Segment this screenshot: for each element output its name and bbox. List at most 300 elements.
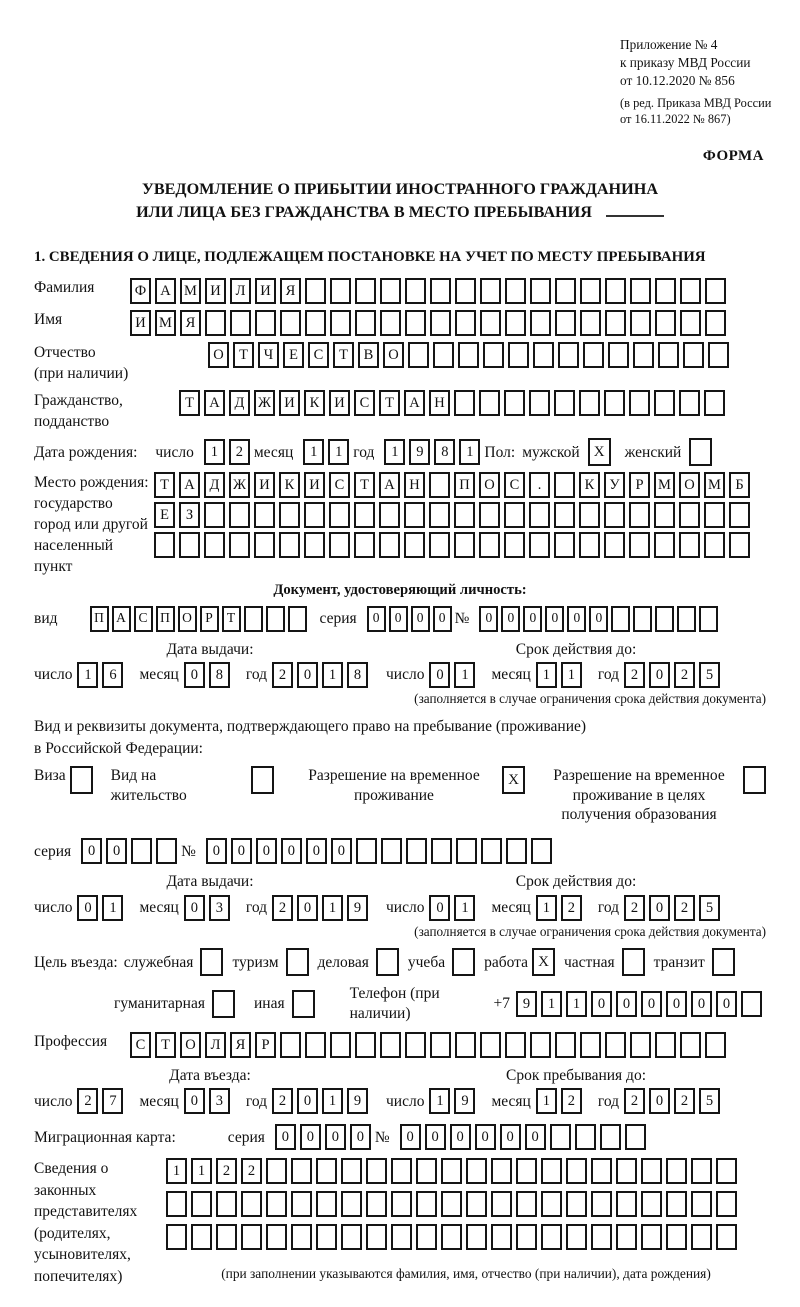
char-box[interactable]: 2 [229, 439, 250, 465]
char-box[interactable] [455, 310, 476, 336]
char-box[interactable] [291, 1224, 312, 1250]
char-box[interactable]: Р [629, 472, 650, 498]
char-box[interactable]: А [379, 472, 400, 498]
char-box[interactable] [655, 606, 674, 632]
char-box[interactable] [204, 532, 225, 558]
char-box[interactable]: 1 [536, 662, 557, 688]
char-box[interactable]: 2 [674, 1088, 695, 1114]
char-box[interactable] [708, 342, 729, 368]
char-box[interactable] [316, 1158, 337, 1184]
char-box[interactable]: 0 [589, 606, 608, 632]
char-box[interactable] [629, 502, 650, 528]
char-box[interactable]: 2 [272, 895, 293, 921]
char-box[interactable] [729, 532, 750, 558]
char-box[interactable] [705, 310, 726, 336]
char-box[interactable] [591, 1191, 612, 1217]
char-box[interactable] [516, 1191, 537, 1217]
char-box[interactable]: 2 [561, 895, 582, 921]
char-box[interactable]: Т [233, 342, 254, 368]
char-box[interactable] [280, 310, 301, 336]
char-box[interactable]: Ч [258, 342, 279, 368]
char-box[interactable]: Н [404, 472, 425, 498]
char-box[interactable]: 1 [566, 991, 587, 1017]
char-box[interactable]: 2 [561, 1088, 582, 1114]
char-box[interactable]: П [454, 472, 475, 498]
char-box[interactable]: 1 [322, 895, 343, 921]
char-box[interactable]: 0 [641, 991, 662, 1017]
char-box[interactable] [741, 991, 762, 1017]
char-box[interactable]: И [254, 472, 275, 498]
char-box[interactable]: К [579, 472, 600, 498]
char-box[interactable] [608, 342, 629, 368]
char-box[interactable] [691, 1224, 712, 1250]
char-box[interactable]: 0 [411, 606, 430, 632]
char-box[interactable]: 9 [409, 439, 430, 465]
char-box[interactable] [579, 532, 600, 558]
char-box[interactable] [156, 838, 177, 864]
purpose-private-checkbox[interactable] [622, 948, 645, 976]
char-box[interactable] [305, 310, 326, 336]
char-box[interactable] [354, 502, 375, 528]
char-box[interactable] [479, 390, 500, 416]
char-box[interactable] [666, 1158, 687, 1184]
char-box[interactable]: 1 [303, 439, 324, 465]
char-box[interactable]: 0 [591, 991, 612, 1017]
char-box[interactable]: 1 [204, 439, 225, 465]
char-box[interactable] [530, 1032, 551, 1058]
char-box[interactable]: 1 [102, 895, 123, 921]
char-box[interactable] [279, 532, 300, 558]
char-box[interactable]: 0 [425, 1124, 446, 1150]
char-box[interactable] [404, 532, 425, 558]
char-box[interactable] [204, 502, 225, 528]
char-box[interactable]: 0 [81, 838, 102, 864]
char-box[interactable] [406, 838, 427, 864]
char-box[interactable] [504, 532, 525, 558]
char-box[interactable] [316, 1224, 337, 1250]
char-box[interactable]: 2 [674, 895, 695, 921]
char-box[interactable] [483, 342, 504, 368]
char-box[interactable]: И [329, 390, 350, 416]
char-box[interactable]: 0 [389, 606, 408, 632]
char-box[interactable] [330, 310, 351, 336]
char-box[interactable] [679, 502, 700, 528]
char-box[interactable] [633, 342, 654, 368]
char-box[interactable] [456, 838, 477, 864]
char-box[interactable] [566, 1191, 587, 1217]
char-box[interactable] [705, 1032, 726, 1058]
char-box[interactable]: 0 [691, 991, 712, 1017]
char-box[interactable] [554, 532, 575, 558]
char-box[interactable]: И [205, 278, 226, 304]
char-box[interactable] [529, 390, 550, 416]
char-box[interactable]: 9 [454, 1088, 475, 1114]
char-box[interactable]: 0 [433, 606, 452, 632]
char-box[interactable] [405, 310, 426, 336]
char-box[interactable]: 2 [216, 1158, 237, 1184]
char-box[interactable] [481, 838, 502, 864]
char-box[interactable] [554, 502, 575, 528]
char-box[interactable]: Е [283, 342, 304, 368]
char-box[interactable]: О [679, 472, 700, 498]
char-box[interactable] [616, 1158, 637, 1184]
char-box[interactable] [641, 1158, 662, 1184]
char-box[interactable]: Д [204, 472, 225, 498]
char-box[interactable]: 6 [102, 662, 123, 688]
char-box[interactable] [591, 1224, 612, 1250]
char-box[interactable] [505, 1032, 526, 1058]
char-box[interactable] [680, 310, 701, 336]
char-box[interactable] [179, 532, 200, 558]
char-box[interactable]: 0 [106, 838, 127, 864]
char-box[interactable] [531, 838, 552, 864]
char-box[interactable] [255, 310, 276, 336]
char-box[interactable]: 1 [191, 1158, 212, 1184]
char-box[interactable] [329, 532, 350, 558]
char-box[interactable] [666, 1224, 687, 1250]
char-box[interactable]: Р [200, 606, 219, 632]
char-box[interactable]: О [180, 1032, 201, 1058]
char-box[interactable]: Т [222, 606, 241, 632]
char-box[interactable] [579, 502, 600, 528]
char-box[interactable] [516, 1158, 537, 1184]
char-box[interactable] [241, 1224, 262, 1250]
char-box[interactable] [654, 502, 675, 528]
char-box[interactable] [244, 606, 263, 632]
char-box[interactable]: 1 [166, 1158, 187, 1184]
char-box[interactable]: 0 [184, 1088, 205, 1114]
char-box[interactable] [580, 1032, 601, 1058]
char-box[interactable] [625, 1124, 646, 1150]
char-box[interactable] [433, 342, 454, 368]
char-box[interactable] [305, 1032, 326, 1058]
char-box[interactable]: 0 [545, 606, 564, 632]
char-box[interactable] [454, 532, 475, 558]
char-box[interactable]: О [208, 342, 229, 368]
char-box[interactable]: Л [205, 1032, 226, 1058]
char-box[interactable]: 0 [525, 1124, 546, 1150]
char-box[interactable] [288, 606, 307, 632]
purpose-work-checkbox[interactable]: X [532, 948, 555, 976]
char-box[interactable] [404, 502, 425, 528]
char-box[interactable]: 0 [367, 606, 386, 632]
char-box[interactable] [291, 1191, 312, 1217]
char-box[interactable]: 0 [616, 991, 637, 1017]
char-box[interactable]: С [308, 342, 329, 368]
char-box[interactable]: 0 [184, 895, 205, 921]
purpose-humanitarian-checkbox[interactable] [212, 990, 235, 1018]
char-box[interactable]: 0 [479, 606, 498, 632]
char-box[interactable] [280, 1032, 301, 1058]
char-box[interactable]: Ф [130, 278, 151, 304]
char-box[interactable] [366, 1224, 387, 1250]
char-box[interactable] [330, 1032, 351, 1058]
char-box[interactable]: 5 [699, 895, 720, 921]
char-box[interactable]: 0 [649, 895, 670, 921]
char-box[interactable]: Е [154, 502, 175, 528]
char-box[interactable]: К [304, 390, 325, 416]
char-box[interactable]: М [180, 278, 201, 304]
char-box[interactable] [391, 1191, 412, 1217]
char-box[interactable] [266, 606, 285, 632]
char-box[interactable] [705, 278, 726, 304]
char-box[interactable] [566, 1224, 587, 1250]
char-box[interactable] [229, 532, 250, 558]
temp-residence-checkbox[interactable]: X [502, 766, 525, 794]
char-box[interactable] [729, 502, 750, 528]
char-box[interactable] [604, 532, 625, 558]
char-box[interactable] [555, 278, 576, 304]
char-box[interactable]: 8 [434, 439, 455, 465]
char-box[interactable]: С [134, 606, 153, 632]
char-box[interactable] [629, 532, 650, 558]
char-box[interactable]: Я [280, 278, 301, 304]
char-box[interactable] [554, 390, 575, 416]
char-box[interactable] [391, 1158, 412, 1184]
char-box[interactable]: 0 [331, 838, 352, 864]
char-box[interactable] [391, 1224, 412, 1250]
char-box[interactable]: А [404, 390, 425, 416]
char-box[interactable] [230, 310, 251, 336]
char-box[interactable] [516, 1224, 537, 1250]
char-box[interactable] [291, 1158, 312, 1184]
char-box[interactable]: 0 [475, 1124, 496, 1150]
char-box[interactable]: 0 [184, 662, 205, 688]
char-box[interactable] [266, 1158, 287, 1184]
char-box[interactable] [554, 472, 575, 498]
char-box[interactable] [455, 278, 476, 304]
char-box[interactable]: С [130, 1032, 151, 1058]
char-box[interactable] [575, 1124, 596, 1150]
char-box[interactable]: 1 [328, 439, 349, 465]
char-box[interactable] [630, 310, 651, 336]
char-box[interactable]: 0 [256, 838, 277, 864]
char-box[interactable] [555, 1032, 576, 1058]
char-box[interactable] [566, 1158, 587, 1184]
purpose-business-checkbox[interactable] [376, 948, 399, 976]
char-box[interactable] [354, 532, 375, 558]
char-box[interactable] [604, 390, 625, 416]
char-box[interactable] [380, 1032, 401, 1058]
char-box[interactable]: М [654, 472, 675, 498]
char-box[interactable]: 9 [347, 1088, 368, 1114]
residence-permit-checkbox[interactable] [251, 766, 274, 794]
char-box[interactable]: 0 [206, 838, 227, 864]
char-box[interactable] [454, 390, 475, 416]
char-box[interactable]: П [156, 606, 175, 632]
char-box[interactable] [530, 310, 551, 336]
char-box[interactable]: 0 [297, 895, 318, 921]
char-box[interactable]: 1 [322, 662, 343, 688]
char-box[interactable]: 0 [429, 895, 450, 921]
char-box[interactable] [454, 502, 475, 528]
char-box[interactable] [479, 502, 500, 528]
char-box[interactable] [191, 1191, 212, 1217]
char-box[interactable] [616, 1224, 637, 1250]
char-box[interactable]: 2 [272, 662, 293, 688]
char-box[interactable]: 1 [77, 662, 98, 688]
char-box[interactable] [329, 502, 350, 528]
sex-male-checkbox[interactable]: X [588, 438, 611, 466]
char-box[interactable] [480, 310, 501, 336]
char-box[interactable] [504, 502, 525, 528]
char-box[interactable]: Т [179, 390, 200, 416]
char-box[interactable]: З [179, 502, 200, 528]
char-box[interactable]: И [255, 278, 276, 304]
char-box[interactable]: 0 [297, 1088, 318, 1114]
char-box[interactable] [330, 278, 351, 304]
char-box[interactable] [506, 838, 527, 864]
char-box[interactable] [655, 278, 676, 304]
char-box[interactable] [466, 1224, 487, 1250]
char-box[interactable]: 2 [77, 1088, 98, 1114]
char-box[interactable]: С [504, 472, 525, 498]
char-box[interactable] [691, 1191, 712, 1217]
char-box[interactable]: 1 [459, 439, 480, 465]
char-box[interactable] [580, 310, 601, 336]
char-box[interactable] [704, 532, 725, 558]
char-box[interactable] [466, 1191, 487, 1217]
char-box[interactable]: 1 [536, 1088, 557, 1114]
char-box[interactable] [379, 532, 400, 558]
char-box[interactable]: 1 [541, 991, 562, 1017]
char-box[interactable] [441, 1224, 462, 1250]
char-box[interactable]: 1 [561, 662, 582, 688]
char-box[interactable]: Л [230, 278, 251, 304]
char-box[interactable] [491, 1224, 512, 1250]
char-box[interactable]: О [479, 472, 500, 498]
char-box[interactable] [508, 342, 529, 368]
char-box[interactable] [366, 1191, 387, 1217]
char-box[interactable]: 0 [567, 606, 586, 632]
char-box[interactable]: Т [154, 472, 175, 498]
char-box[interactable] [441, 1158, 462, 1184]
char-box[interactable]: 0 [281, 838, 302, 864]
char-box[interactable] [355, 310, 376, 336]
char-box[interactable] [633, 606, 652, 632]
char-box[interactable]: Я [180, 310, 201, 336]
char-box[interactable]: Т [155, 1032, 176, 1058]
char-box[interactable] [154, 532, 175, 558]
char-box[interactable]: 8 [209, 662, 230, 688]
char-box[interactable]: 8 [347, 662, 368, 688]
char-box[interactable] [341, 1224, 362, 1250]
char-box[interactable]: М [704, 472, 725, 498]
char-box[interactable] [216, 1191, 237, 1217]
char-box[interactable] [605, 310, 626, 336]
char-box[interactable] [430, 1032, 451, 1058]
char-box[interactable] [679, 532, 700, 558]
char-box[interactable]: 0 [300, 1124, 321, 1150]
char-box[interactable] [205, 310, 226, 336]
char-box[interactable] [491, 1191, 512, 1217]
char-box[interactable] [480, 278, 501, 304]
char-box[interactable]: 3 [209, 895, 230, 921]
char-box[interactable]: 1 [454, 662, 475, 688]
char-box[interactable]: 0 [231, 838, 252, 864]
char-box[interactable] [191, 1224, 212, 1250]
char-box[interactable] [679, 390, 700, 416]
char-box[interactable]: Н [429, 390, 450, 416]
char-box[interactable]: 5 [699, 1088, 720, 1114]
char-box[interactable]: 0 [429, 662, 450, 688]
char-box[interactable]: 0 [649, 1088, 670, 1114]
char-box[interactable] [431, 838, 452, 864]
char-box[interactable] [704, 390, 725, 416]
char-box[interactable] [408, 342, 429, 368]
char-box[interactable] [691, 1158, 712, 1184]
char-box[interactable] [550, 1124, 571, 1150]
temp-residence-education-checkbox[interactable] [743, 766, 766, 794]
char-box[interactable] [491, 1158, 512, 1184]
char-box[interactable] [379, 502, 400, 528]
purpose-tourism-checkbox[interactable] [286, 948, 309, 976]
char-box[interactable]: . [529, 472, 550, 498]
char-box[interactable]: 2 [272, 1088, 293, 1114]
char-box[interactable] [304, 502, 325, 528]
char-box[interactable] [131, 838, 152, 864]
char-box[interactable]: 1 [384, 439, 405, 465]
char-box[interactable] [504, 390, 525, 416]
char-box[interactable]: 1 [536, 895, 557, 921]
char-box[interactable] [466, 1158, 487, 1184]
char-box[interactable]: Ж [254, 390, 275, 416]
char-box[interactable]: 0 [666, 991, 687, 1017]
char-box[interactable] [305, 278, 326, 304]
char-box[interactable] [429, 502, 450, 528]
char-box[interactable] [591, 1158, 612, 1184]
char-box[interactable]: Д [229, 390, 250, 416]
char-box[interactable]: П [90, 606, 109, 632]
purpose-transit-checkbox[interactable] [712, 948, 735, 976]
char-box[interactable] [641, 1224, 662, 1250]
char-box[interactable] [604, 502, 625, 528]
char-box[interactable]: 0 [297, 662, 318, 688]
char-box[interactable] [658, 342, 679, 368]
char-box[interactable]: 2 [624, 895, 645, 921]
purpose-other-checkbox[interactable] [292, 990, 315, 1018]
char-box[interactable] [529, 502, 550, 528]
char-box[interactable] [216, 1224, 237, 1250]
char-box[interactable]: 0 [306, 838, 327, 864]
char-box[interactable] [430, 310, 451, 336]
char-box[interactable]: У [604, 472, 625, 498]
char-box[interactable] [405, 278, 426, 304]
char-box[interactable]: Ж [229, 472, 250, 498]
char-box[interactable] [677, 606, 696, 632]
char-box[interactable] [304, 532, 325, 558]
char-box[interactable] [683, 342, 704, 368]
char-box[interactable]: 0 [400, 1124, 421, 1150]
char-box[interactable] [241, 1191, 262, 1217]
char-box[interactable] [505, 278, 526, 304]
char-box[interactable] [680, 278, 701, 304]
char-box[interactable]: 0 [350, 1124, 371, 1150]
char-box[interactable] [699, 606, 718, 632]
char-box[interactable] [405, 1032, 426, 1058]
char-box[interactable] [541, 1158, 562, 1184]
char-box[interactable]: Я [230, 1032, 251, 1058]
char-box[interactable]: О [383, 342, 404, 368]
char-box[interactable] [605, 278, 626, 304]
char-box[interactable] [680, 1032, 701, 1058]
char-box[interactable]: К [279, 472, 300, 498]
char-box[interactable] [366, 1158, 387, 1184]
char-box[interactable] [254, 532, 275, 558]
char-box[interactable]: С [329, 472, 350, 498]
char-box[interactable]: 2 [674, 662, 695, 688]
char-box[interactable] [666, 1191, 687, 1217]
